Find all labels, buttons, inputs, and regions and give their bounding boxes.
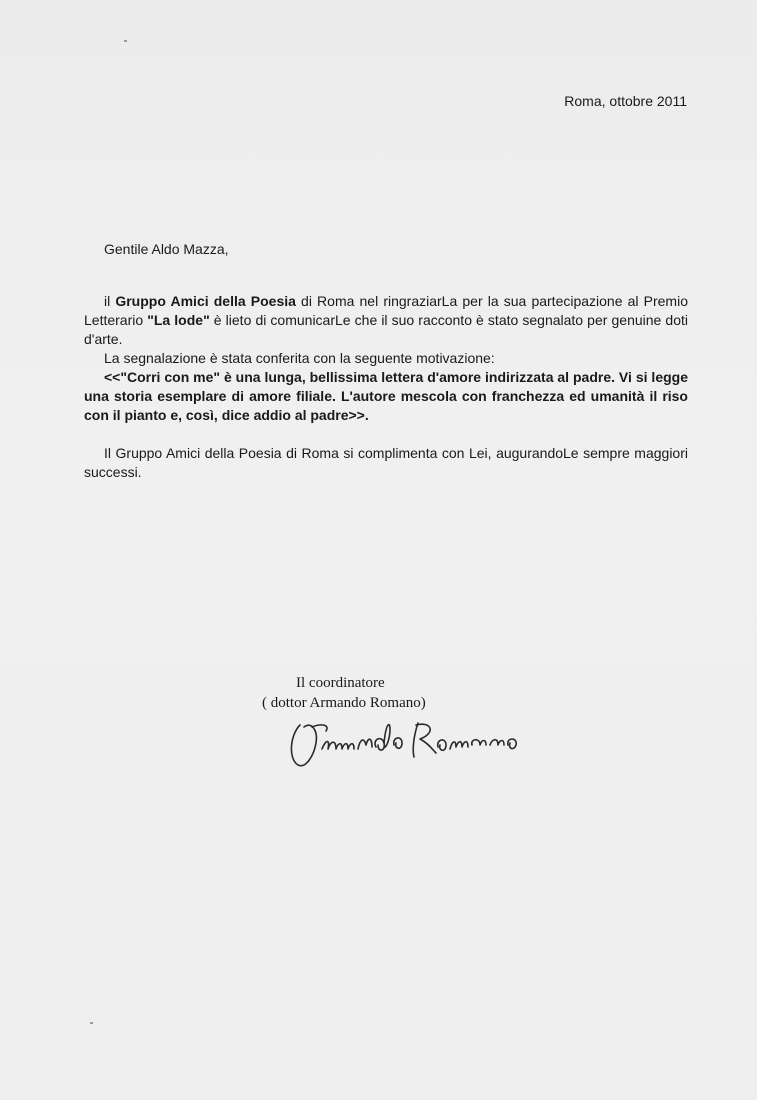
handwritten-signature xyxy=(286,715,546,775)
paragraph-motivation-intro: La segnalazione è stata conferita con la seguente motivazione: xyxy=(104,350,495,366)
closing-block xyxy=(262,673,426,713)
text-segment: il xyxy=(104,293,116,309)
letter-body xyxy=(84,292,688,482)
place-date: Roma, ottobre 2011 xyxy=(564,93,687,109)
coordinator-name: ( dottor Armando Romano) xyxy=(262,695,426,711)
coordinator-title: Il coordinatore xyxy=(296,675,385,691)
paper-speck xyxy=(90,1022,93,1024)
text-segment: di Roma nel ringraziarLa per la sua partecipazione al Premio Letterario xyxy=(84,293,688,328)
text-segment: è lieto di comunicarLe che il suo racconto è stato segnalato per genuine doti d'arte. xyxy=(84,312,688,347)
group-name: Gruppo Amici della Poesia xyxy=(115,293,296,309)
motivation-quote: <<"Corri con me" è una lunga, bellissima lettera d'amore indirizzata al padre. Vi si legge una storia esemplare di amore filiale. L'autore mescola con franchezza ed umanità il riso con il pianto e, così, dice addio al padre>>. xyxy=(84,369,688,423)
paper-speck xyxy=(124,40,127,42)
salutation: Gentile Aldo Mazza, xyxy=(104,241,229,257)
paragraph-announcement xyxy=(84,292,688,349)
prize-name: "La lode" xyxy=(147,312,210,328)
paragraph-congratulations: Il Gruppo Amici della Poesia di Roma si complimenta con Lei, augurandoLe sempre maggiori successi. xyxy=(84,445,688,480)
